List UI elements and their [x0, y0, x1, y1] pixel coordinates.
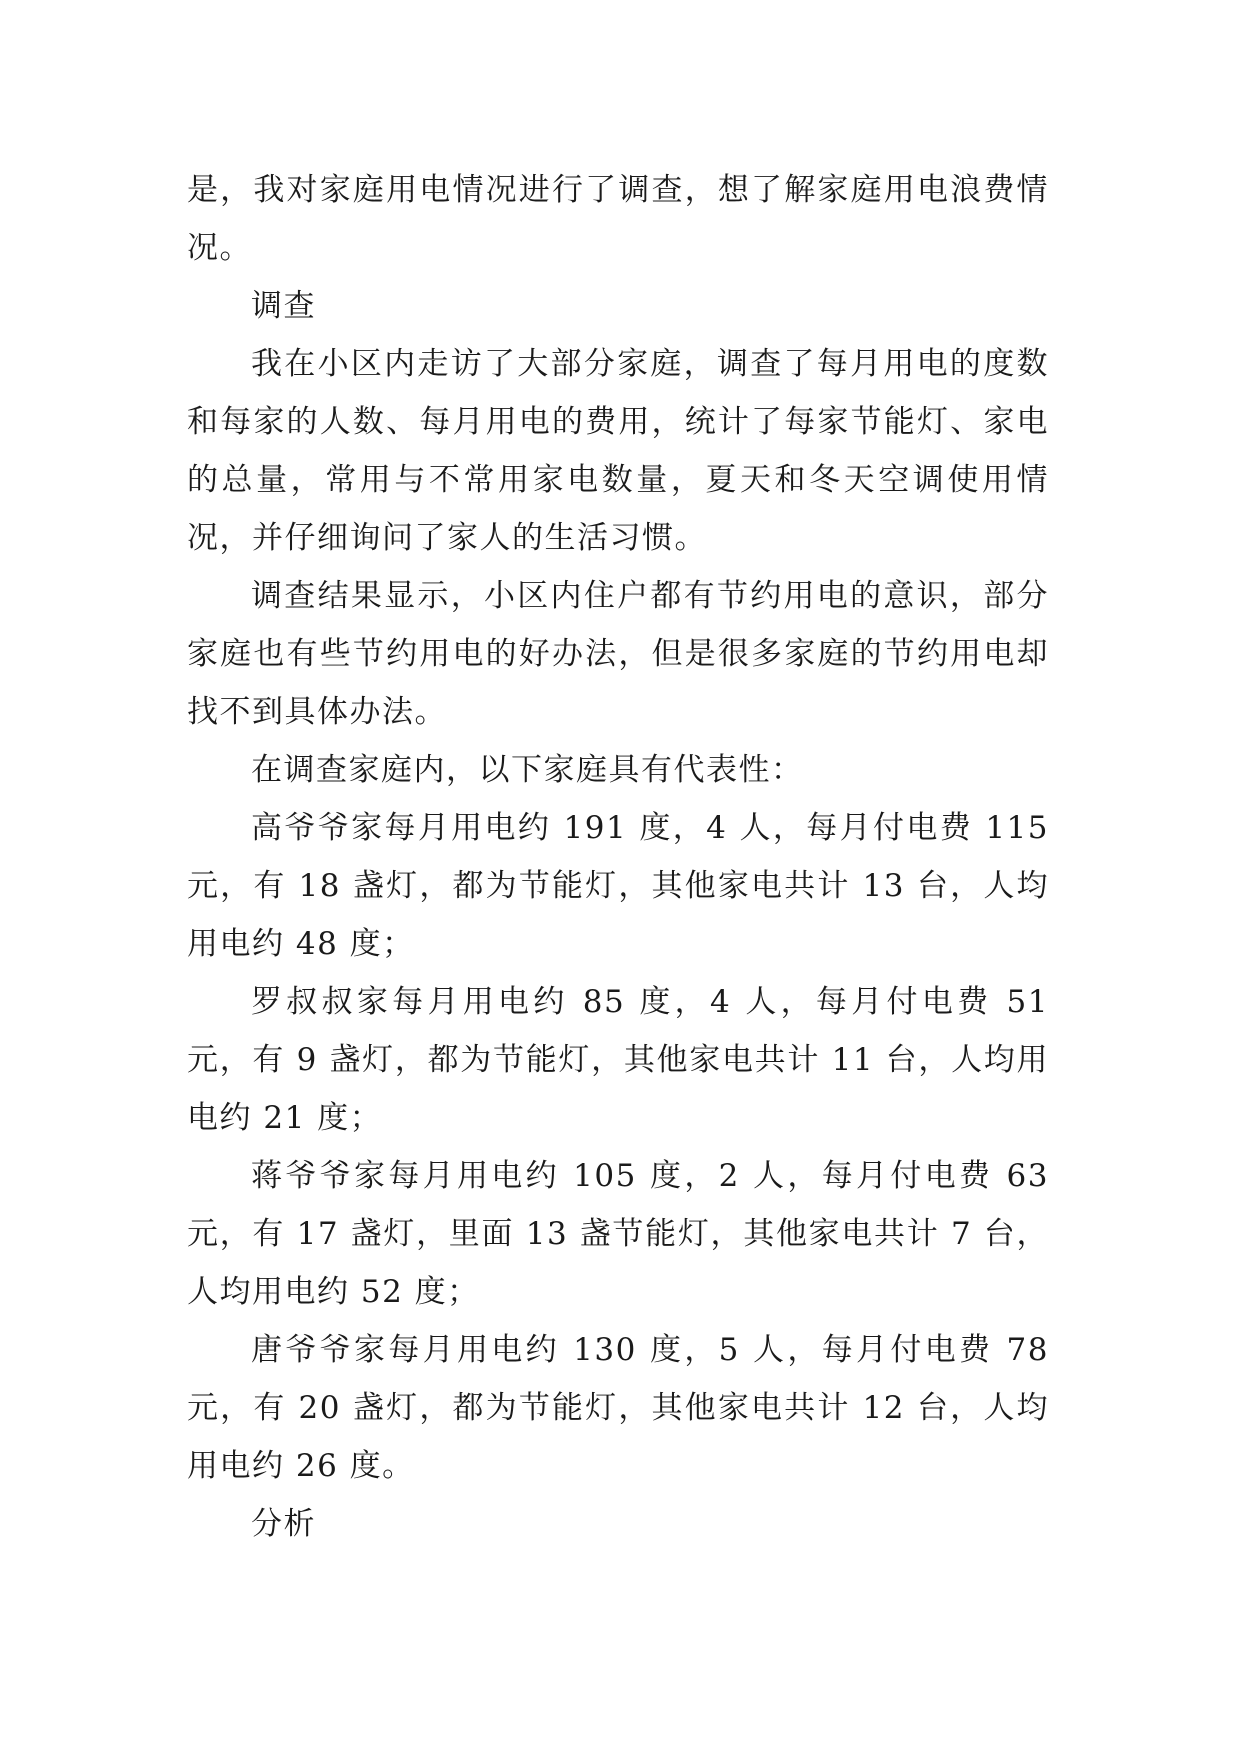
section-heading-analysis: 分析 — [251, 1506, 316, 1542]
paragraph-intro-continued: 是，我对家庭用电情况进行了调查，想了解家庭用电浪费情况。 — [187, 172, 1049, 266]
paragraph-household-luo: 罗叔叔家每月用电约 85 度，4 人，每月付电费 51 元，有 9 盏灯，都为节能灯，其他家电共计 11 台，人均用电约 21 度； — [187, 984, 1049, 1136]
paragraph-survey-method: 我在小区内走访了大部分家庭，调查了每月用电的度数和每家的人数、每月用电的费用，统计了每家节能灯、家电的总量，常用与不常用家电数量，夏天和冬天空调使用情况，并仔细询问了家人的生活习惯。 — [187, 346, 1049, 556]
section-heading-survey: 调查 — [251, 288, 316, 324]
paragraph-representative-intro: 在调查家庭内，以下家庭具有代表性： — [251, 752, 804, 788]
paragraph-household-gao: 高爷爷家每月用电约 191 度，4 人，每月付电费 115 元，有 18 盏灯，都为节能灯，其他家电共计 13 台，人均用电约 48 度； — [187, 810, 1049, 962]
paragraph-household-jiang: 蒋爷爷家每月用电约 105 度，2 人，每月付电费 63 元，有 17 盏灯，里面 13 盏节能灯，其他家电共计 7 台，人均用电约 52 度； — [187, 1158, 1049, 1310]
document-body — [187, 161, 1049, 1553]
paragraph-household-tang: 唐爷爷家每月用电约 130 度，5 人，每月付电费 78 元，有 20 盏灯，都为节能灯，其他家电共计 12 台，人均用电约 26 度。 — [187, 1332, 1049, 1484]
paragraph-survey-result: 调查结果显示，小区内住户都有节约用电的意识，部分家庭也有些节约用电的好办法，但是很多家庭的节约用电却找不到具体办法。 — [187, 578, 1049, 730]
